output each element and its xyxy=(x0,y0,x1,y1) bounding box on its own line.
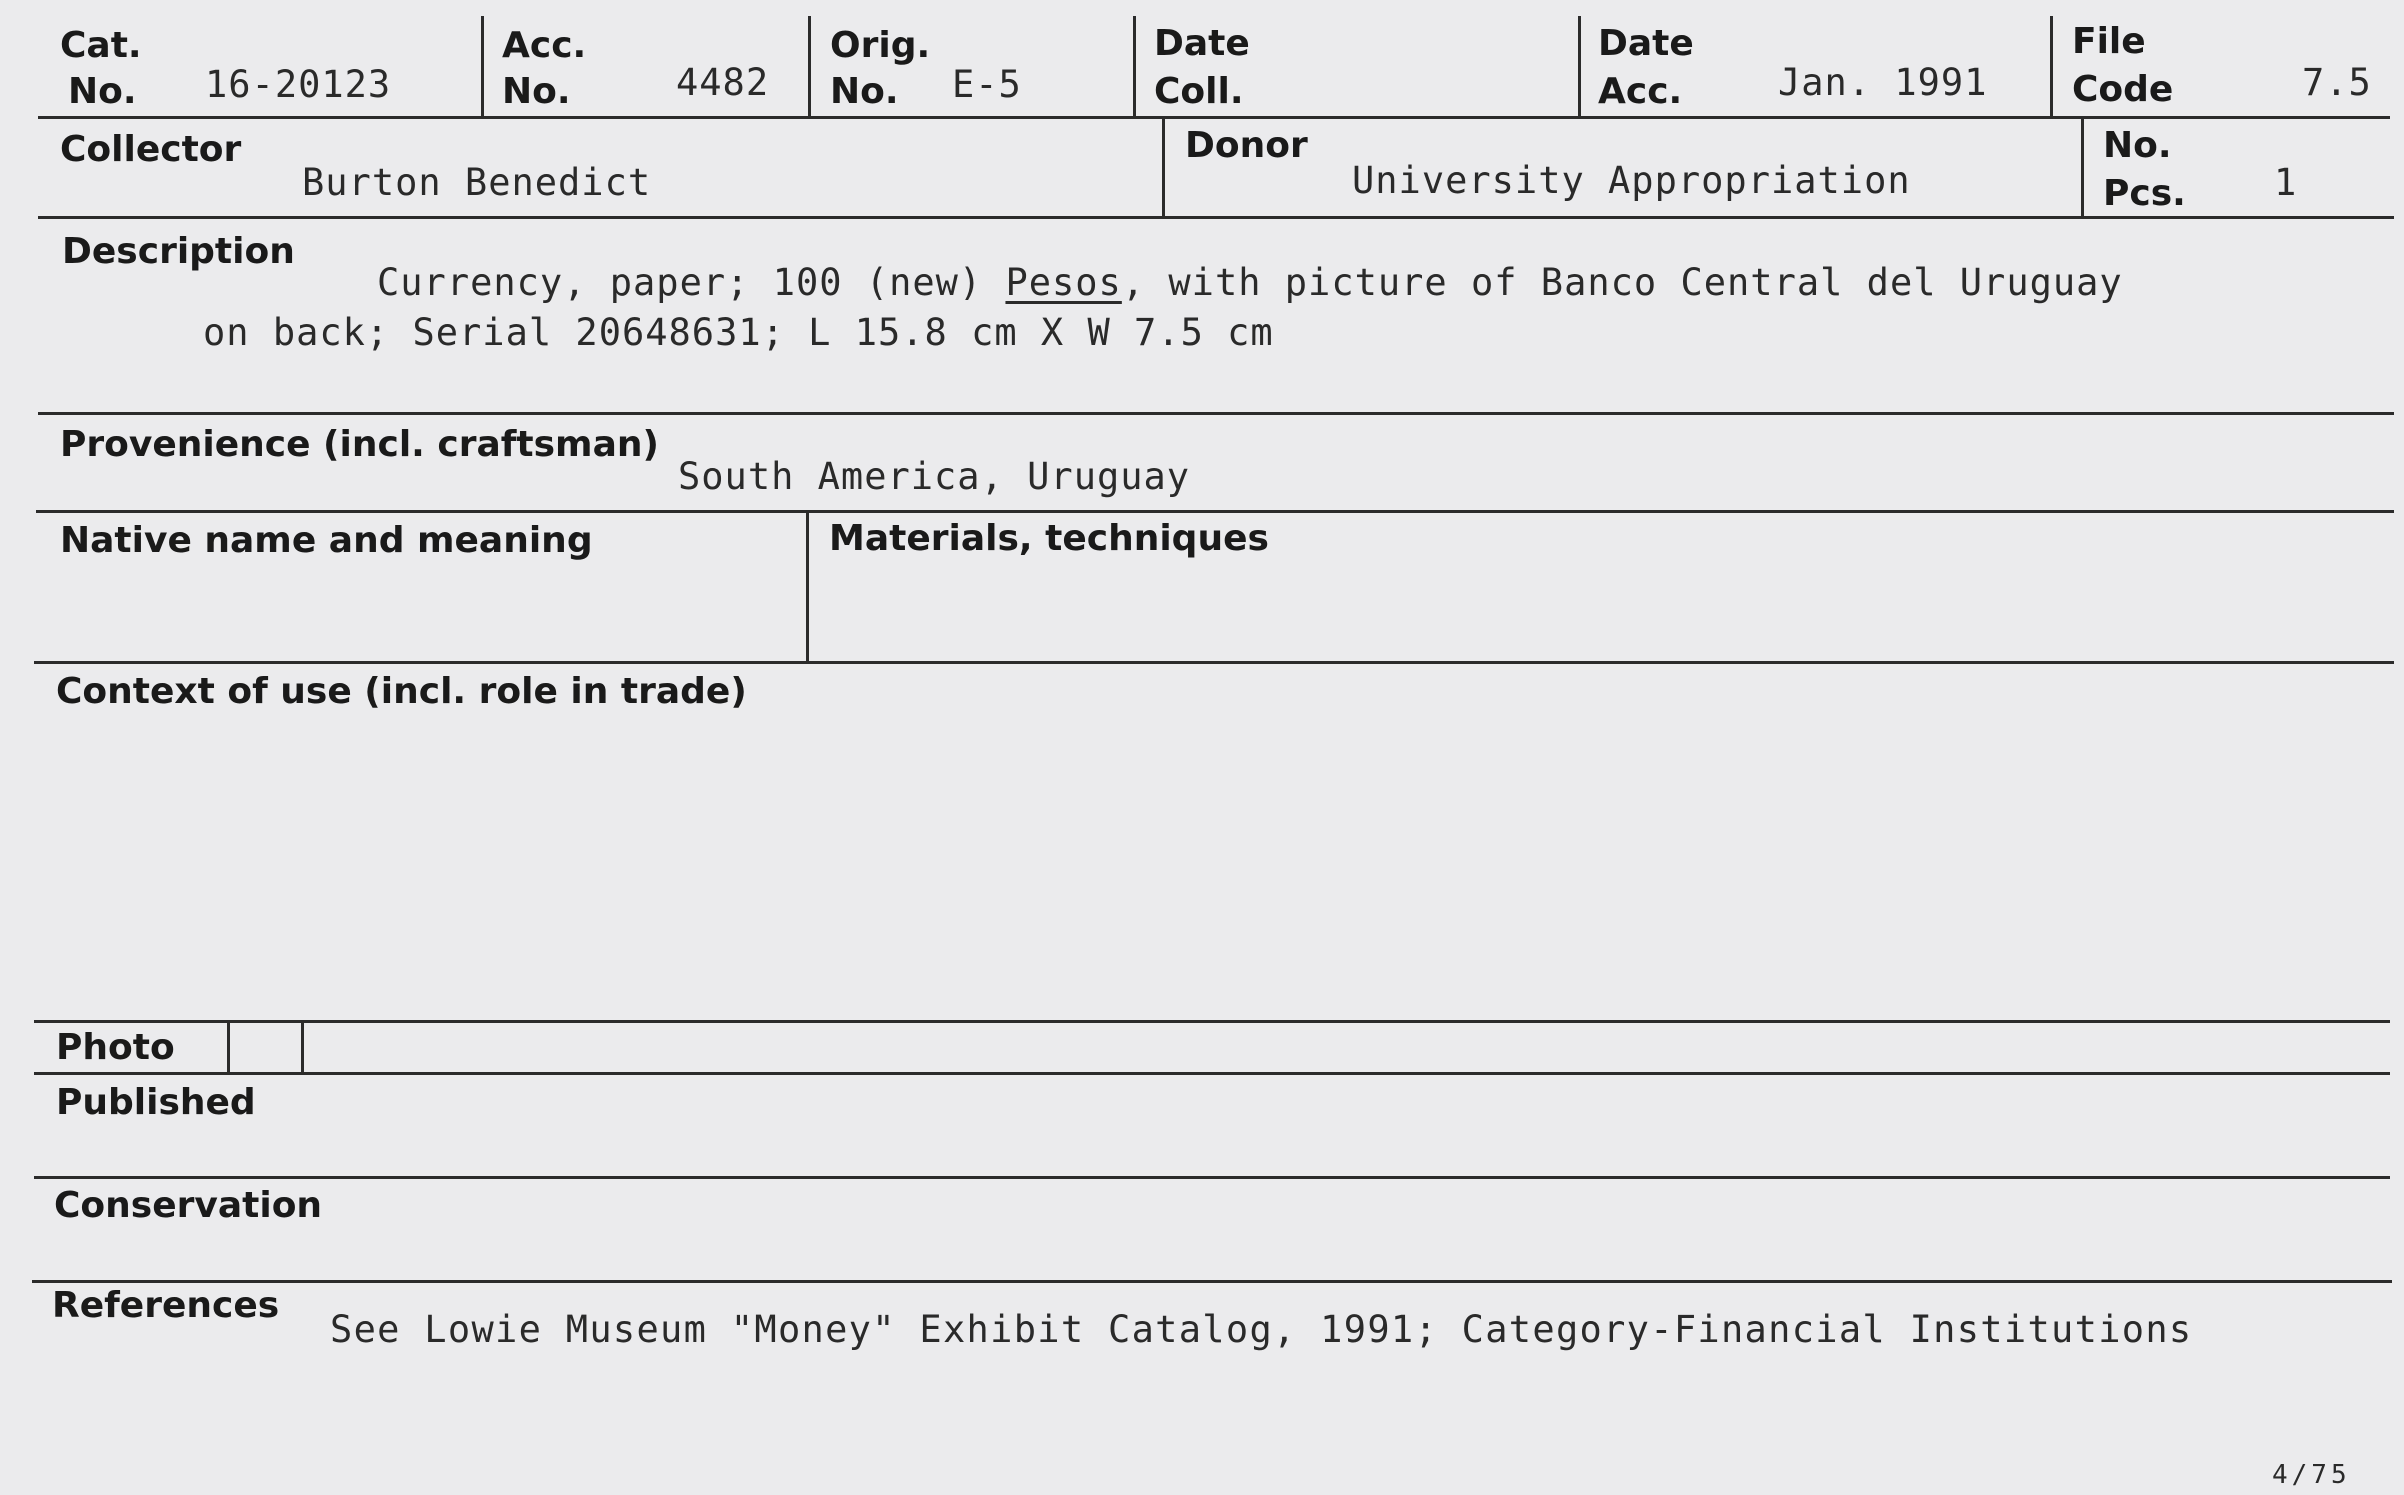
form-code: 4/75 xyxy=(2272,1460,2351,1490)
date-acc-sub-label: Acc. xyxy=(1598,71,1683,112)
native-name-label: Native name and meaning xyxy=(60,520,593,561)
pieces-count: 1 xyxy=(2274,161,2298,204)
cat-no-label: No. xyxy=(68,71,137,112)
collector-label: Collector xyxy=(60,129,242,170)
donor-label: Donor xyxy=(1185,125,1308,166)
divider xyxy=(1578,16,1581,116)
references-label: References xyxy=(52,1285,280,1326)
original-number: E-5 xyxy=(952,63,1022,106)
pieces-label: No. xyxy=(2103,125,2172,166)
conservation-label: Conservation xyxy=(54,1185,323,1226)
orig-no-label: No. xyxy=(830,71,899,112)
provenience-value: South America, Uruguay xyxy=(678,455,1191,498)
description-line-2: on back; Serial 20648631; L 15.8 cm X W 7.5 cm xyxy=(203,311,1274,354)
date-coll-sub-label: Coll. xyxy=(1154,71,1244,112)
accession-number: 4482 xyxy=(676,61,770,104)
cat-label: Cat. xyxy=(60,25,142,66)
row-line xyxy=(34,1176,2390,1179)
divider xyxy=(227,1022,230,1072)
row-line xyxy=(34,1072,2390,1075)
divider xyxy=(2050,16,2053,116)
divider xyxy=(808,16,811,116)
divider xyxy=(806,512,809,662)
pieces-sub-label: Pcs. xyxy=(2103,173,2186,214)
orig-label: Orig. xyxy=(830,25,931,66)
divider xyxy=(481,16,484,116)
catalog-number: 16-20123 xyxy=(205,63,392,106)
collector-name: Burton Benedict xyxy=(302,161,652,204)
description-line-1 xyxy=(377,261,2123,304)
date-acc-label: Date xyxy=(1598,23,1694,64)
published-label: Published xyxy=(56,1082,256,1123)
divider xyxy=(2081,118,2084,218)
materials-label: Materials, techniques xyxy=(829,518,1269,559)
file-code-label: Code xyxy=(2072,69,2174,110)
row-line xyxy=(36,510,2394,513)
photo-label: Photo xyxy=(56,1027,175,1068)
description-label: Description xyxy=(62,231,295,272)
description-text: Currency, paper; 100 (new) xyxy=(377,261,1006,304)
provenience-label: Provenience (incl. craftsman) xyxy=(60,424,659,465)
date-coll-label: Date xyxy=(1154,23,1250,64)
donor-name: University Appropriation xyxy=(1352,159,1911,202)
divider xyxy=(1133,16,1136,116)
divider xyxy=(1162,118,1165,218)
row-line xyxy=(38,216,2394,219)
acc-label: Acc. xyxy=(502,25,587,66)
date-accessioned: Jan. 1991 xyxy=(1778,61,1988,104)
row-line xyxy=(38,412,2394,415)
description-text: , with picture of Banco Central del Uruguay xyxy=(1121,261,2123,304)
references-value: See Lowie Museum "Money" Exhibit Catalog, 1991; Category-Financial Institutions xyxy=(330,1308,2193,1351)
acc-no-label: No. xyxy=(502,71,571,112)
row-line xyxy=(32,1280,2392,1283)
file-code: 7.5 xyxy=(2302,61,2372,104)
file-label: File xyxy=(2072,21,2146,62)
row-line xyxy=(34,661,2394,664)
description-underlined-word: Pesos xyxy=(1005,261,1122,304)
context-label: Context of use (incl. role in trade) xyxy=(56,671,747,712)
row-line xyxy=(34,1020,2390,1023)
divider xyxy=(301,1022,304,1072)
row-line xyxy=(38,116,2390,119)
